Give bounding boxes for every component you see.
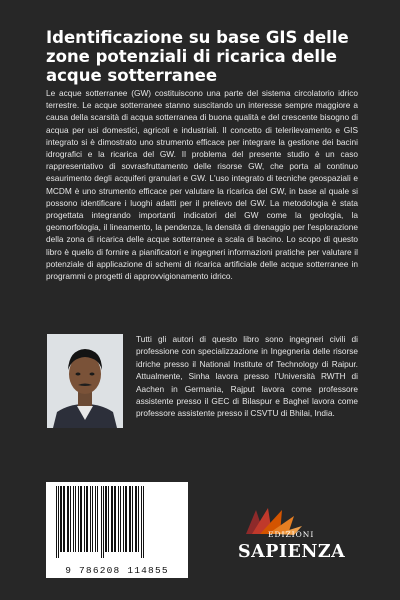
barcode-bar bbox=[138, 486, 139, 552]
publisher-prefix: EDIZIONI bbox=[268, 530, 315, 539]
book-title: Identificazione su base GIS delle zone potenziali di ricarica delle acque sotterranee bbox=[46, 28, 349, 85]
barcode-bar bbox=[58, 486, 59, 558]
barcode-bar bbox=[120, 486, 121, 552]
barcode-bar bbox=[60, 486, 62, 552]
barcode-bar bbox=[143, 486, 144, 558]
barcode-bar bbox=[78, 486, 79, 552]
barcode-bar bbox=[111, 486, 113, 552]
barcode-bar bbox=[75, 486, 76, 552]
barcode-bar bbox=[73, 486, 74, 552]
barcode-bar bbox=[95, 486, 96, 552]
barcode-bar bbox=[80, 486, 82, 552]
barcode-bar bbox=[101, 486, 102, 558]
barcode-bar bbox=[123, 486, 124, 552]
barcode-bars bbox=[50, 486, 184, 558]
barcode-bar bbox=[70, 486, 71, 552]
barcode-bar bbox=[108, 486, 109, 552]
barcode-bar bbox=[86, 486, 88, 552]
book-description: Le acque sotterranee (GW) costituiscono una parte del sistema circolatorio idrico terrestre. Le acque sotterranee stanno suscitando un interesse sempre maggiore a causa della scarsità di acqua sotterranea di buona qualità e del crescente bisogno di acqua per usi domestici, agricoli e industriali. Il concetto di telerilevamento e GIS integrato si è dimostrato uno strumento efficace per integrare la gestione dei bacini idrografici e la ricarica del GW. Il problema del presente studio è un caso rappresentativo di sovrasfruttamento delle risorse GW, che porta al continuo esaurimento degli acquiferi granulari e GW. L'uso integrato di tecniche geospaziali e MCDM è uno strumento efficace per valutare la ricarica del GW, in base al quale si possono identificare i luoghi adatti per il prelievo del GW. La metodologia è stata progettata integrando importanti indicatori del GW come la geologia, la geomorfologia, il lineamento, la pendenza, la densità di drenaggio per l'esplorazione della zona di ricarica delle acque sotterranee a scala di bacino. Lo scopo di questo libro è quello di fornire a pianificatori e ingegneri informazioni pratiche per valutare il potenziale di applicazione di schemi di ricarica artificiale delle acque sotterranee in programmi o progetti di approvvigionamento idrico. bbox=[46, 88, 358, 282]
isbn-barcode bbox=[46, 482, 188, 578]
barcode-bar bbox=[63, 486, 65, 552]
barcode-bar bbox=[125, 486, 127, 552]
barcode-bar bbox=[132, 486, 133, 552]
barcode-bar bbox=[97, 486, 98, 552]
barcode-bar bbox=[67, 486, 69, 552]
author-photo bbox=[47, 334, 123, 428]
publisher-logo bbox=[236, 504, 356, 574]
barcode-bar bbox=[135, 486, 137, 552]
barcode-bar bbox=[114, 486, 116, 552]
barcode-bar bbox=[105, 486, 107, 552]
barcode-bar bbox=[90, 486, 91, 552]
barcode-bar bbox=[84, 486, 85, 552]
publisher-name: SAPIENZA bbox=[238, 542, 346, 562]
barcode-bar bbox=[129, 486, 131, 552]
barcode-bar bbox=[118, 486, 119, 552]
barcode-bar bbox=[92, 486, 93, 552]
barcode-bar bbox=[141, 486, 142, 558]
barcode-bar bbox=[103, 486, 104, 558]
isbn-number: 9 786208 114855 bbox=[65, 565, 169, 576]
barcode-bar bbox=[56, 486, 57, 558]
author-bio: Tutti gli autori di questo libro sono ingegneri civili di professione con specializzazione in Ingegneria delle risorse idriche presso il National Institute of Technology di Raipur. Attualmente, Sinha lavora presso l'Università RWTH di Aachen in Germania, Rajput lavora come professore assistente presso il GEC di Bilaspur e Baghel lavora come professore assistente presso il CSVTU di Bhilai, India. bbox=[136, 334, 358, 419]
